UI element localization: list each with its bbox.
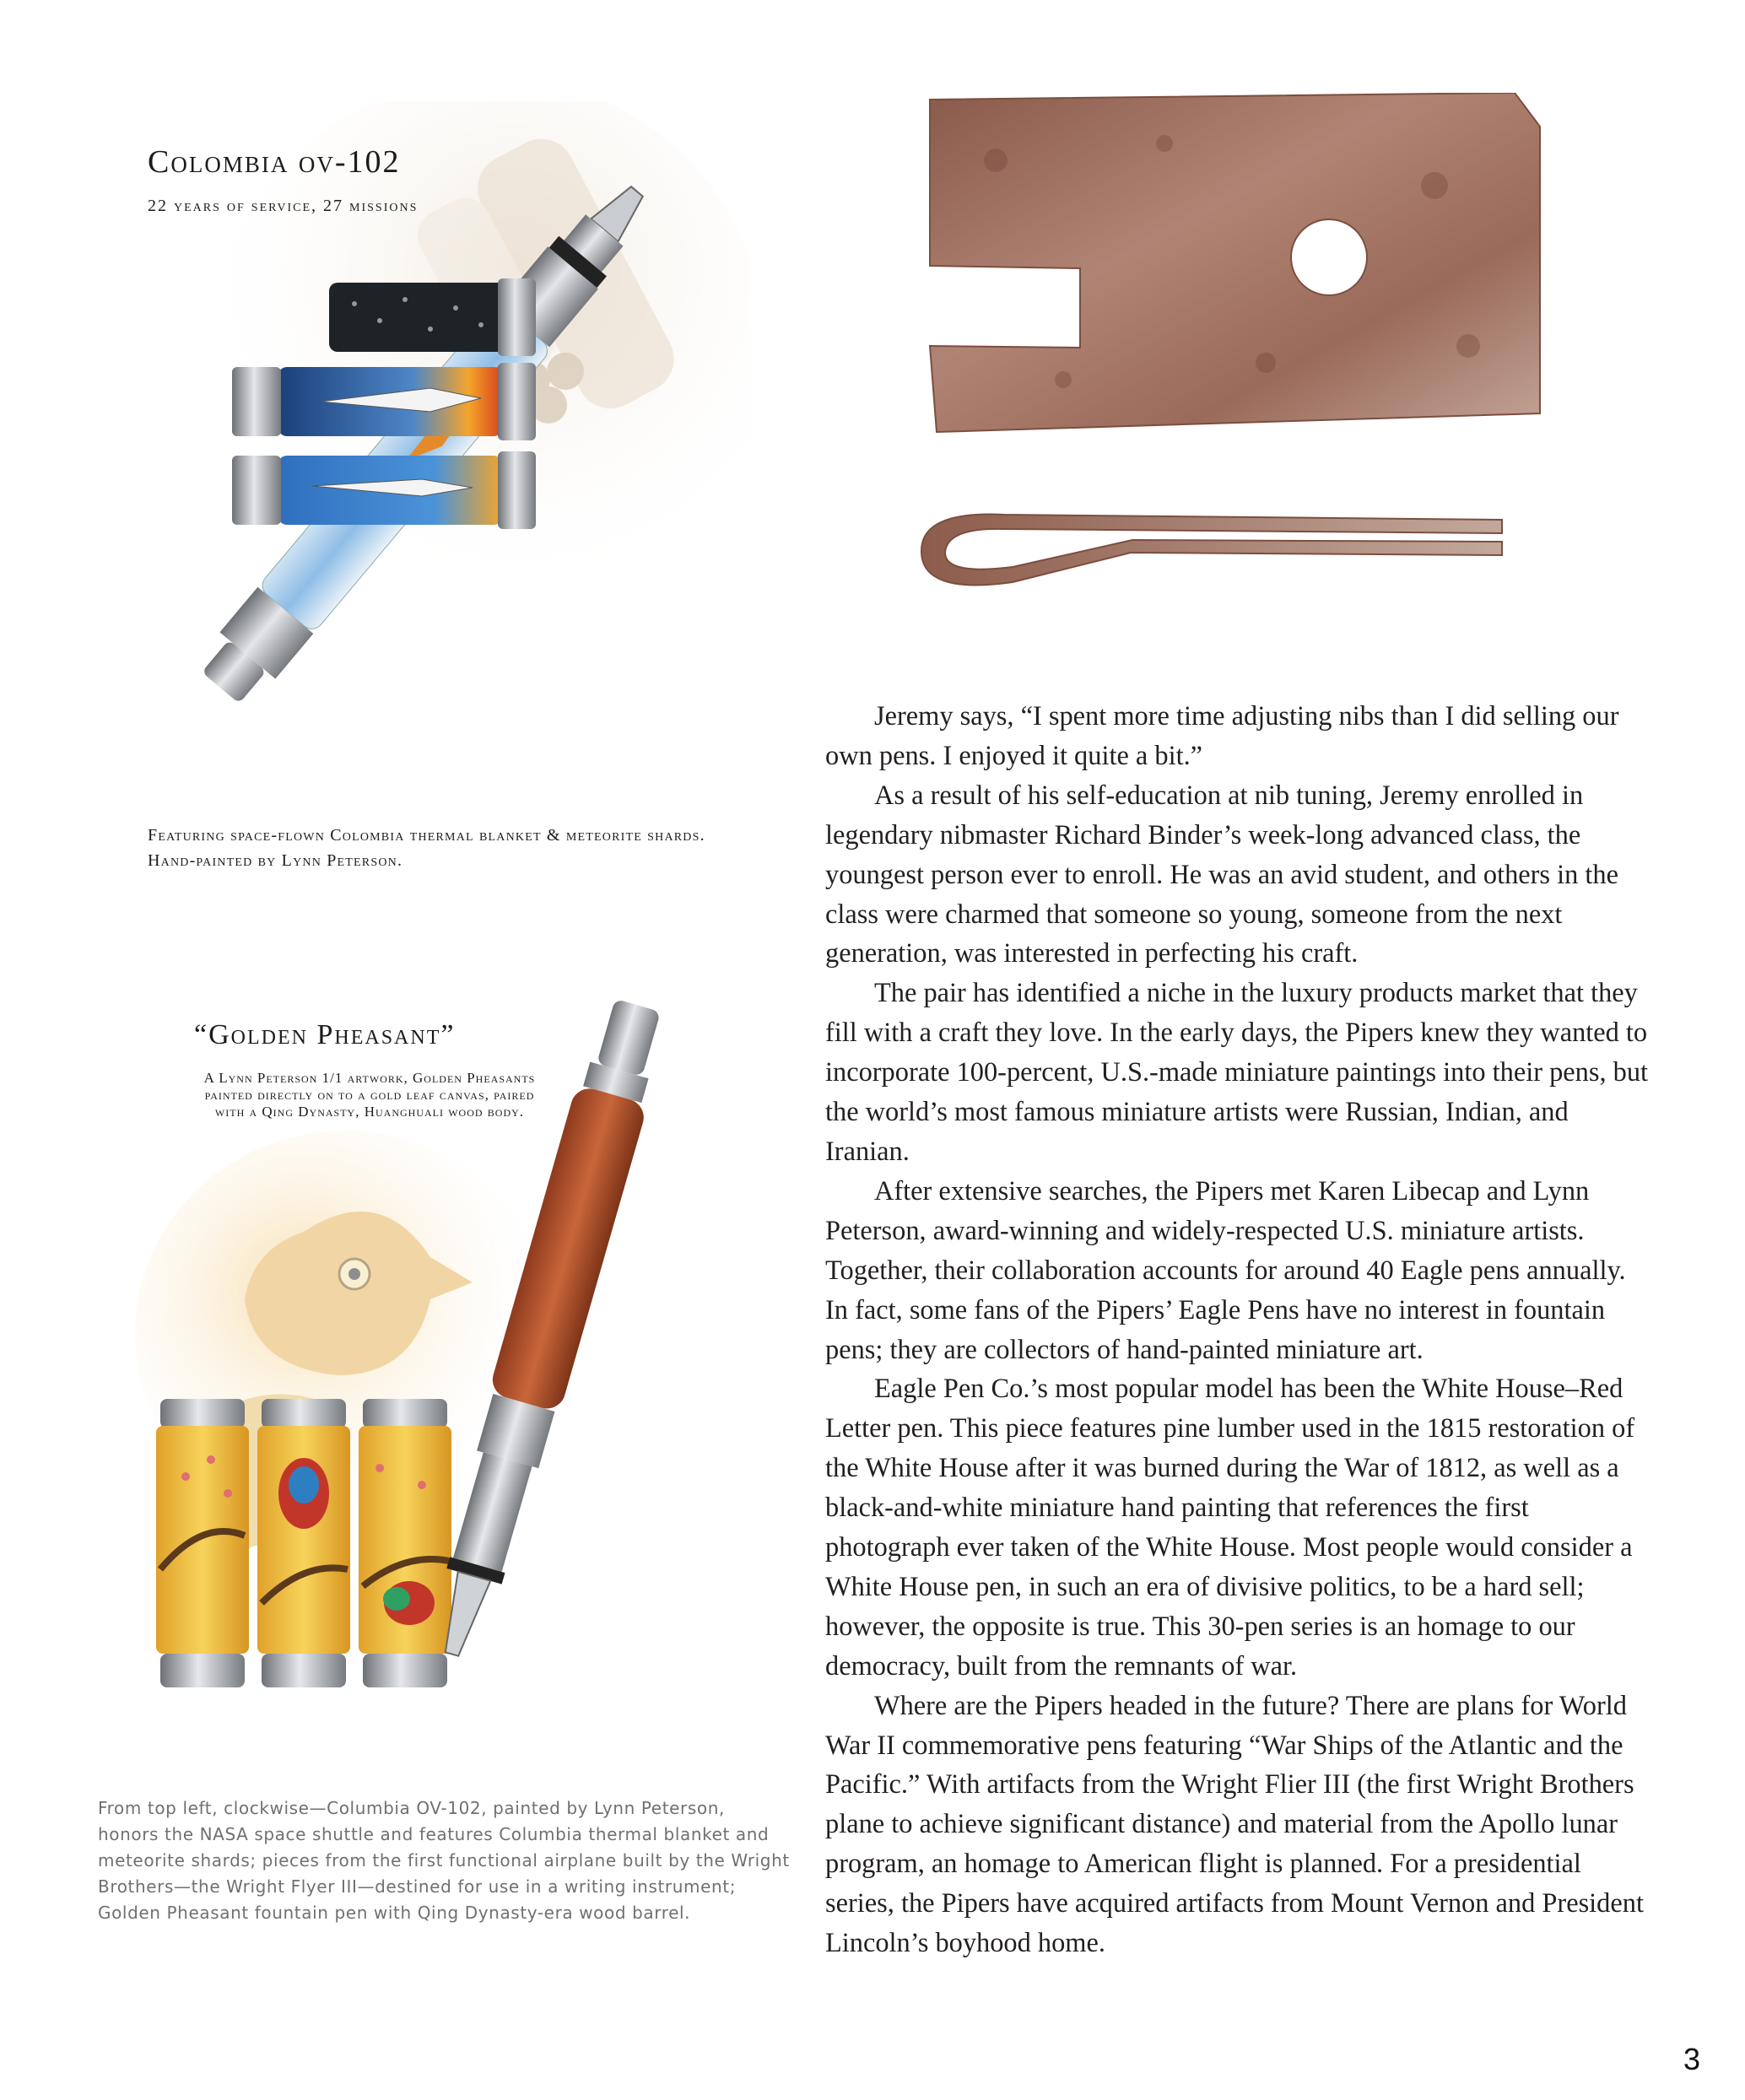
- body-paragraph: The pair has identified a niche in the luxury products market that they fill with a craft they love. In the early days, the Pipers knew they wanted to incorporate 100-percent, U.S.-made miniature paintings into their pens, but the world’s most famous miniature artists were Russian, Indian, and Iranian.: [825, 978, 1649, 1167]
- columbia-caption: Featuring space-flown Colombia thermal blanket & meteorite shards. Hand-painted by Lynn Peterson.: [148, 826, 705, 870]
- body-paragraph: Where are the Pipers headed in the future? There are plans for World War II commemorative pens featuring “War Ships of the Atlantic and the Pacific.” With artifacts from the Wright Flier III (the first Wright Brothers plane to achieve significant distance) and material from the Apollo lunar program, an homage to American flight is planned. For a presidential series, the Pipers have acquired artifacts from Mount Vernon and President Lincoln’s boyhood home.: [825, 1690, 1644, 1959]
- body-paragraph: Jeremy says, “I spent more time adjusting nibs than I did selling our own pens. I enjoyed it quite a bit.”: [825, 701, 1619, 771]
- page-number: 3: [1683, 2042, 1701, 2076]
- golden-pheasant-description: A Lynn Peterson 1/1 artwork, Golden Pheasants painted directly on to a gold leaf canvas, paired with a Qing Dynasty, Huanghuali wood body.: [203, 1070, 536, 1120]
- photo-caption: From top left, clockwise—Columbia OV-102, painted by Lynn Peterson, honors the NASA space shuttle and features Columbia thermal blanket and meteorite shards; pieces from the first functional airplane built by the Wright Brothers—the Wright Flyer III—destined for use in a writing instrument; Golden Pheasant fountain pen with Qing Dynasty-era wood barrel.: [98, 1798, 790, 1923]
- golden-pheasant-title: “Golden Pheasant”: [194, 1019, 456, 1050]
- body-paragraph: After extensive searches, the Pipers met Karen Libecap and Lynn Peterson, award-winning and widely-respected U.S. miniature artists. Together, their collaboration accounts for around 40 Eagle pens annually. In fact, some fans of the Pipers’ Eagle Pens have no interest in fountain pens; they are collectors of hand-painted miniature art.: [825, 1175, 1626, 1365]
- body-paragraph: Eagle Pen Co.’s most popular model has been the White House–Red Letter pen. This piece features pine lumber used in the 1815 restoration of the White House after it was burned during the War of 1812, as well as a black-and-white miniature hand painting that references the first photograph ever taken of the White House. Most people would consider a White House pen, in such an era of divisive politics, to be a hard sell; however, the opposite is true. This 30-pen series is an homage to our democracy, built from the remnants of war.: [825, 1374, 1635, 1682]
- wright-flyer-artifacts-photo: [911, 93, 1569, 607]
- columbia-title: Colombia ov-102: [148, 144, 401, 180]
- columbia-subtitle: 22 years of service, 27 missions: [148, 197, 419, 215]
- article-body: [825, 697, 1652, 1963]
- body-paragraph: As a result of his self-education at nib tuning, Jeremy enrolled in legendary nibmaster Richard Binder’s week-long advanced class, the youngest person ever to enroll. He was an avid student, and others in the class were charmed that someone so young, someone from the next generation, was interested in perfecting his craft.: [825, 780, 1618, 969]
